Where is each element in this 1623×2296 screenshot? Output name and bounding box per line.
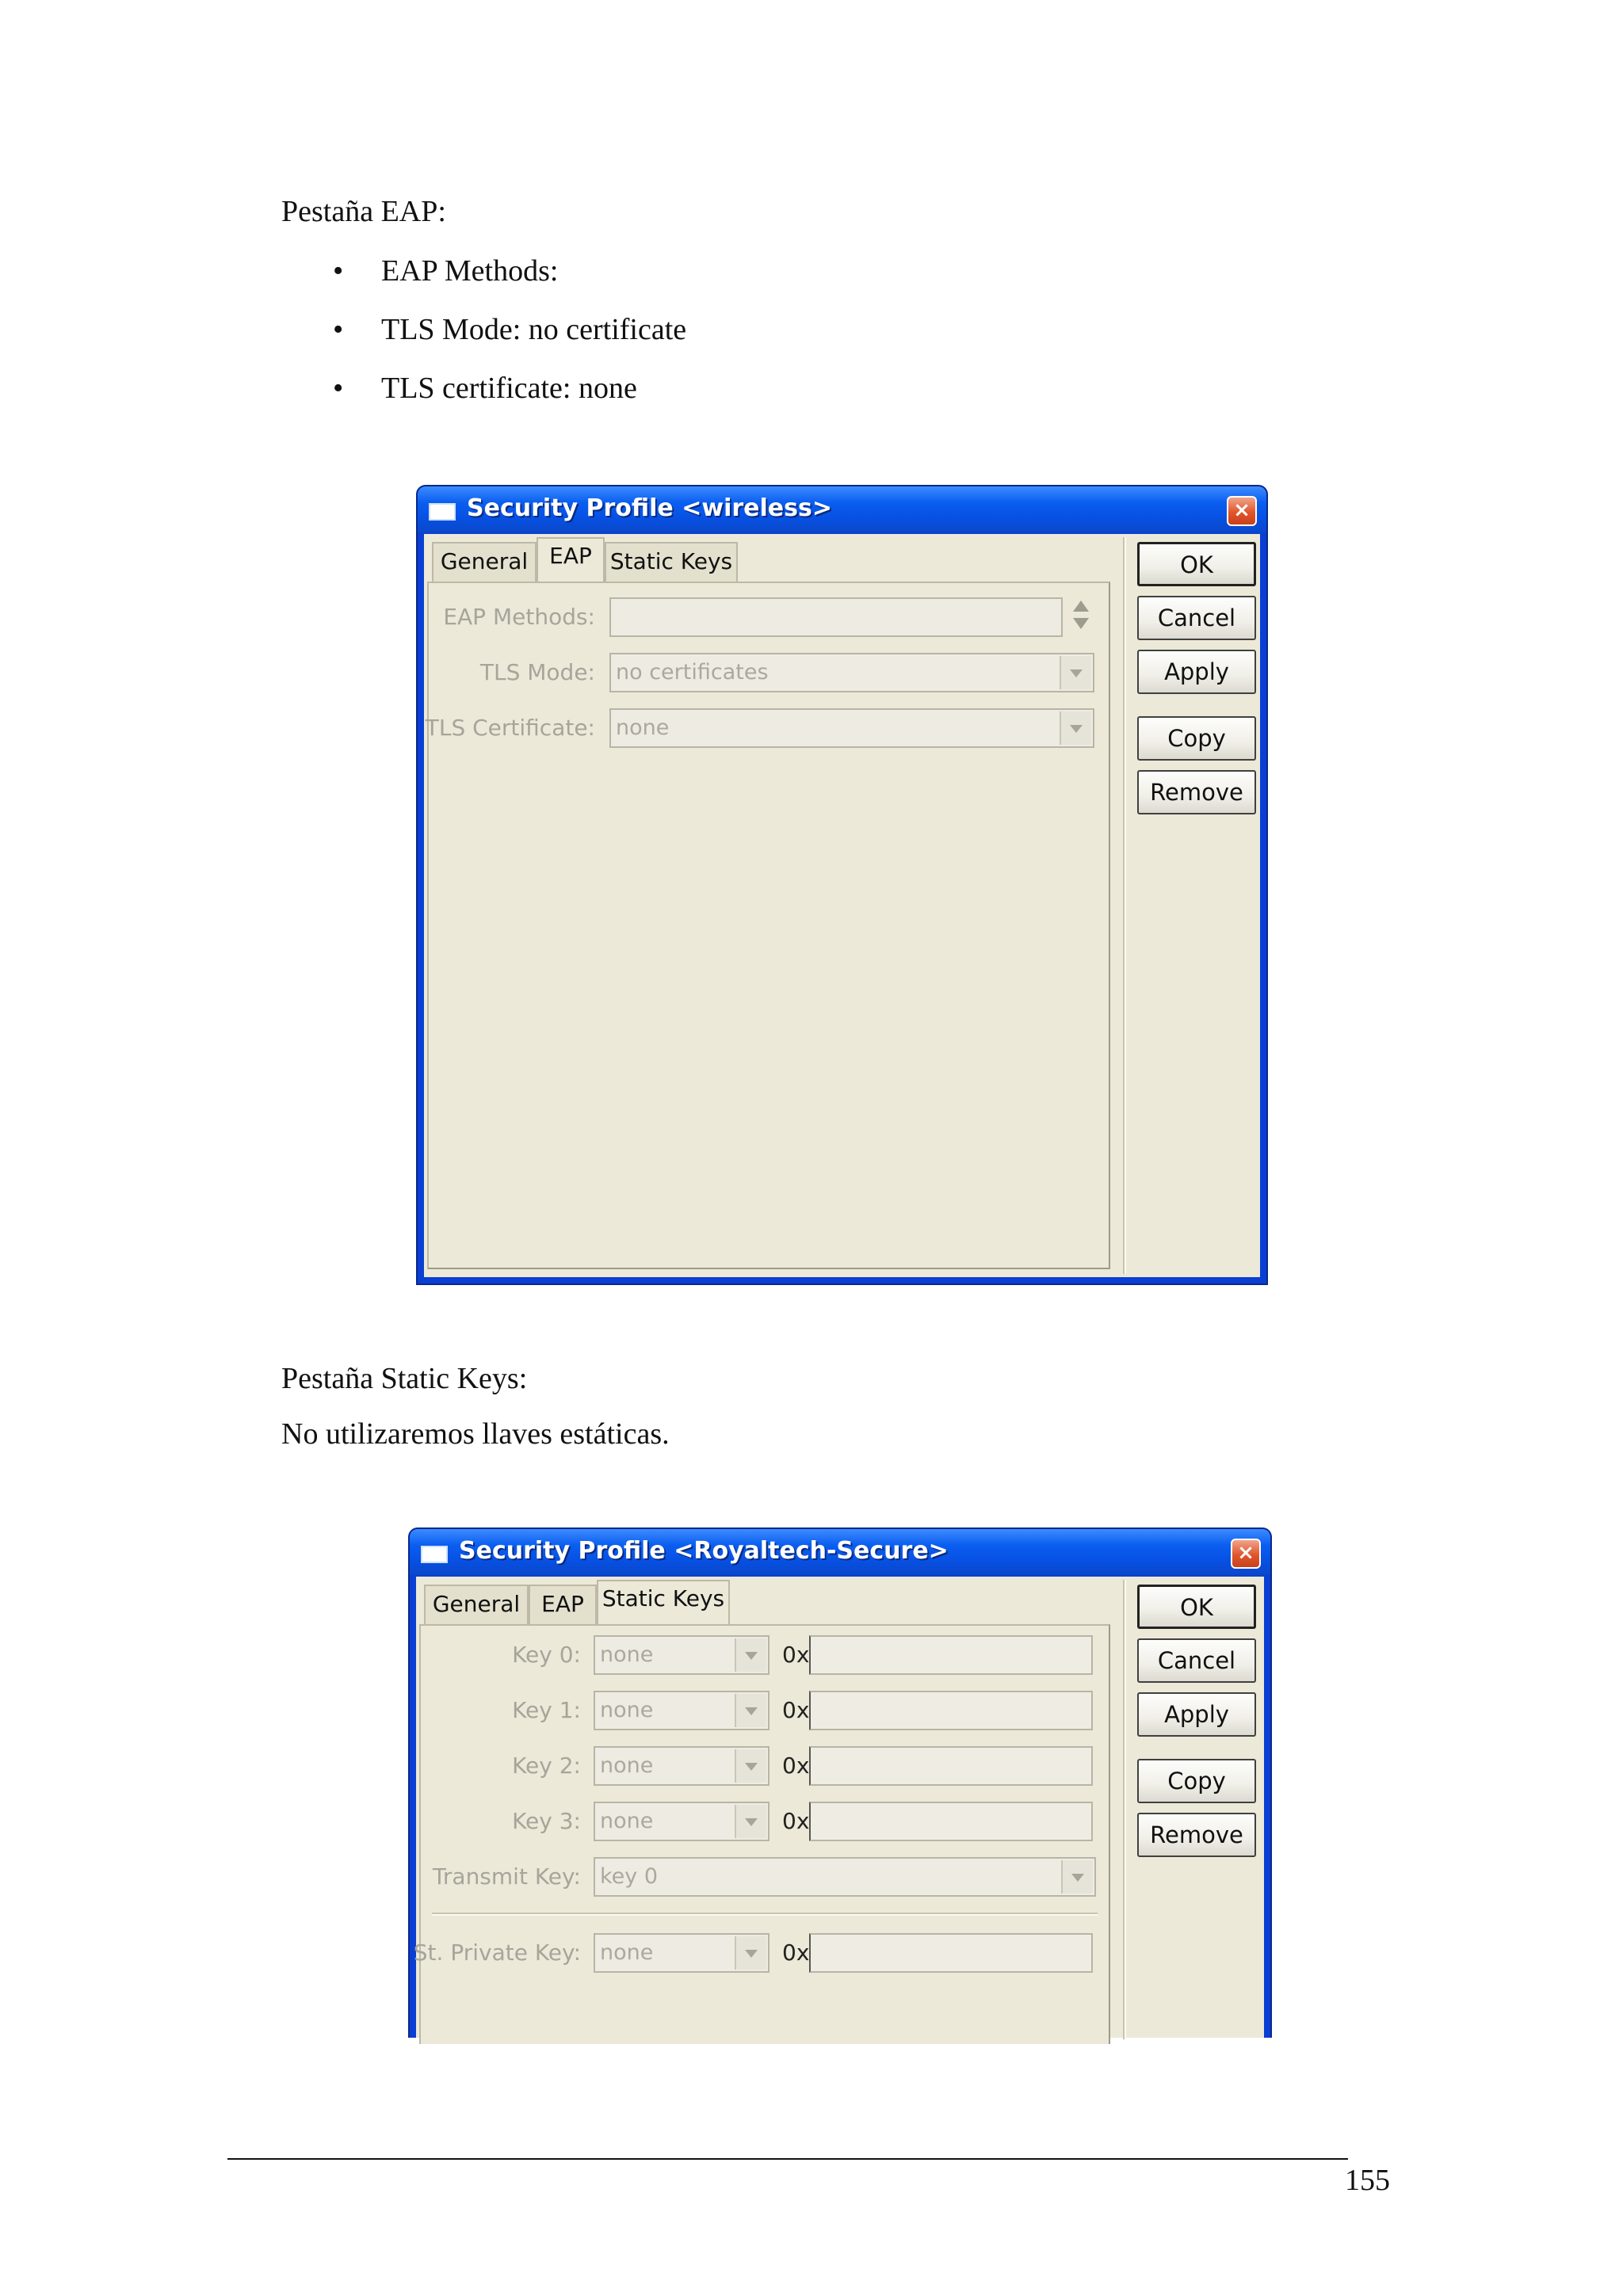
- ok-button[interactable]: OK: [1137, 542, 1256, 586]
- panel-separator: [1123, 1580, 1126, 2039]
- cancel-button[interactable]: Cancel: [1137, 1638, 1256, 1683]
- key-3-select[interactable]: [594, 1802, 769, 1841]
- key-2-hex-input[interactable]: [809, 1746, 1093, 1786]
- key-1-value: none: [600, 1698, 654, 1722]
- tab-static-keys[interactable]: Static Keys: [605, 542, 738, 582]
- panel-separator: [1123, 537, 1126, 1274]
- bullet-tls-mode: TLS Mode: no certificate: [381, 313, 687, 346]
- key-3-value: none: [600, 1809, 654, 1833]
- key-1-hex-prefix: 0x: [782, 1697, 810, 1723]
- bullet-marker: •: [333, 313, 344, 346]
- spin-up-icon: [1073, 601, 1089, 612]
- apply-button[interactable]: Apply: [1137, 650, 1256, 694]
- chevron-down-icon[interactable]: [735, 1694, 766, 1727]
- title-bar[interactable]: [410, 1529, 1270, 1575]
- key-1-label: Key 1:: [512, 1697, 581, 1723]
- key-0-select[interactable]: [594, 1635, 769, 1675]
- bullet-marker: •: [333, 372, 344, 405]
- transmit-key-value: key 0: [600, 1864, 659, 1889]
- tab-panel-eap: [427, 582, 1110, 1269]
- tls-mode-value: no certificates: [616, 660, 769, 685]
- key-2-label: Key 2:: [512, 1753, 581, 1779]
- chevron-down-icon[interactable]: [735, 1749, 766, 1783]
- copy-button[interactable]: Copy: [1137, 716, 1256, 761]
- ok-button[interactable]: OK: [1137, 1585, 1256, 1629]
- tab-panel-static-keys: [413, 1624, 1110, 2044]
- key-0-value: none: [600, 1642, 654, 1667]
- bullet-eap-methods: EAP Methods:: [381, 254, 559, 288]
- remove-button[interactable]: Remove: [1137, 770, 1256, 814]
- cancel-button[interactable]: Cancel: [1137, 596, 1256, 640]
- tls-mode-select[interactable]: [609, 653, 1094, 692]
- chevron-down-icon[interactable]: [735, 1936, 766, 1970]
- tab-eap[interactable]: EAP: [537, 537, 605, 583]
- static-keys-paragraph: No utilizaremos llaves estáticas.: [281, 1417, 670, 1451]
- key-3-label: Key 3:: [512, 1808, 581, 1834]
- chevron-down-icon[interactable]: [1060, 656, 1091, 689]
- key-1-hex-input[interactable]: [809, 1691, 1093, 1730]
- apply-button[interactable]: Apply: [1137, 1692, 1256, 1737]
- security-profile-dialog-static-keys: [408, 1527, 1272, 2038]
- button-column: [1137, 1585, 1256, 1901]
- key-3-hex-prefix: 0x: [782, 1808, 810, 1834]
- eap-methods-spinner[interactable]: [1069, 599, 1093, 634]
- button-column: [1137, 542, 1256, 859]
- key-1-select[interactable]: [594, 1691, 769, 1730]
- transmit-key-label: Transmit Key:: [432, 1863, 581, 1890]
- private-key-value: none: [600, 1940, 654, 1965]
- dialog-client: [424, 534, 1260, 1277]
- remove-button[interactable]: Remove: [1137, 1813, 1256, 1857]
- close-icon[interactable]: ×: [1231, 1539, 1261, 1569]
- key-0-hex-input[interactable]: [809, 1635, 1093, 1675]
- key-3-hex-input[interactable]: [809, 1802, 1093, 1841]
- title-bar[interactable]: [418, 486, 1266, 532]
- page-number: 155: [1345, 2164, 1390, 2197]
- spin-down-icon: [1073, 618, 1089, 629]
- private-key-select[interactable]: [594, 1933, 769, 1973]
- key-2-select[interactable]: [594, 1746, 769, 1786]
- copy-button[interactable]: Copy: [1137, 1759, 1256, 1803]
- window-icon: [421, 1546, 448, 1563]
- section-divider: [432, 1913, 1098, 1916]
- transmit-key-select[interactable]: [594, 1857, 1096, 1897]
- bullet-marker: •: [333, 254, 344, 288]
- security-profile-dialog-eap: [416, 485, 1268, 1285]
- eap-methods-label: EAP Methods:: [443, 604, 595, 630]
- chevron-down-icon[interactable]: [1060, 711, 1091, 745]
- section-heading-static-keys: Pestaña Static Keys:: [281, 1362, 528, 1395]
- chevron-down-icon[interactable]: [1061, 1860, 1093, 1894]
- tls-mode-label: TLS Mode:: [479, 659, 595, 685]
- chevron-down-icon[interactable]: [735, 1805, 766, 1838]
- chevron-down-icon[interactable]: [735, 1638, 766, 1672]
- key-0-label: Key 0:: [512, 1642, 581, 1668]
- eap-methods-field[interactable]: [609, 597, 1063, 637]
- tab-eap[interactable]: EAP: [529, 1585, 597, 1624]
- section-heading-eap: Pestaña EAP:: [281, 195, 446, 228]
- window-title: Security Profile <Royaltech-Secure>: [459, 1537, 949, 1565]
- key-2-hex-prefix: 0x: [782, 1753, 810, 1779]
- window-icon: [429, 503, 456, 521]
- dialog-client: [413, 1577, 1264, 2038]
- tab-general[interactable]: General: [432, 542, 537, 582]
- bullet-tls-certificate: TLS certificate: none: [381, 372, 637, 405]
- private-key-hex-input[interactable]: [809, 1933, 1093, 1973]
- window-title: Security Profile <wireless>: [467, 494, 832, 522]
- close-icon[interactable]: ×: [1227, 496, 1257, 526]
- tab-general[interactable]: General: [424, 1585, 529, 1624]
- private-key-hex-prefix: 0x: [782, 1939, 810, 1966]
- key-2-value: none: [600, 1753, 654, 1778]
- footer-rule: [227, 2158, 1348, 2160]
- key-0-hex-prefix: 0x: [782, 1642, 810, 1668]
- tls-certificate-select[interactable]: [609, 708, 1094, 748]
- tab-static-keys[interactable]: Static Keys: [597, 1580, 730, 1626]
- tls-certificate-label: TLS Certificate:: [425, 715, 595, 741]
- private-key-label: St. Private Key:: [413, 1939, 581, 1966]
- tls-certificate-value: none: [616, 715, 670, 740]
